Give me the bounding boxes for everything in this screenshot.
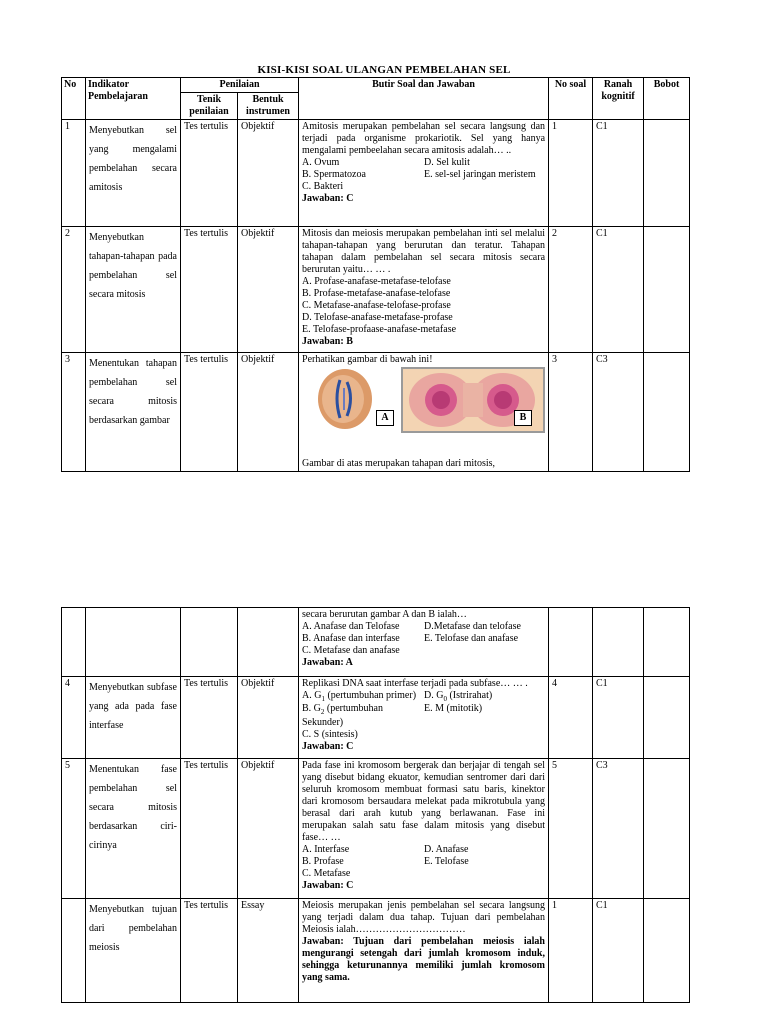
row-no: 2 [62,227,86,353]
option-d: D. Telofase-anafase-metafase-profase [302,312,453,323]
figure-label-b: B [514,410,532,426]
row-teknik: Tes tertulis [181,677,238,759]
options-row [302,621,545,633]
option-c: C. S (sintesis) [302,728,358,740]
row-bentuk: Objektif [238,227,299,353]
header-no: No [62,78,86,120]
kisi-kisi-table-page2 [61,607,690,1003]
header-penilaian: Penilaian [181,78,299,93]
row-bobot [644,353,690,472]
row-bentuk: Objektif [238,120,299,227]
row-ranah: C1 [593,677,644,759]
header-indikator: Indikator Pembelajaran [86,78,181,120]
cell-a-illustration [316,368,374,430]
answer-text: Jawaban: B [302,336,353,347]
row-indikator [86,608,181,677]
row-no-soal: 2 [549,227,593,353]
row-bobot [644,677,690,759]
table-row [62,120,690,227]
row-butir-soal [299,608,549,677]
row-no: 4 [62,677,86,759]
row-teknik: Tes tertulis [181,353,238,472]
row-no: 5 [62,759,86,899]
table-row [62,227,690,353]
header-bobot: Bobot [644,78,690,120]
option-b: B. Spermatozoa [302,169,366,180]
table-row [62,899,690,1003]
question-text: Amitosis merupakan pembelahan sel secara langsung dan terjadi pada organisme prokariotik. Sel yang hanya mengalami pembeelahan secara amitosis adalah… .. [302,121,546,156]
option-c: C. Metafase dan anafase [302,645,400,656]
row-indikator: Menyebutkan sel yang mengalami pembelahan secara amitosis [86,120,181,227]
option-d: D.Metafase dan telofase [424,621,521,632]
answer-text: Jawaban: C [302,193,354,204]
row-butir-soal [299,759,549,899]
row-indikator: Menyebutkan subfase yang ada pada fase interfase [86,677,181,759]
options-row [302,856,545,868]
row-bobot [644,899,690,1003]
option-d: D. Sel kulit [424,157,470,168]
header-ranah: Ranah kognitif [593,78,644,120]
question-text: Pada fase ini kromosom bergerak dan berjajar di tengah sel yang disebut bidang ekuator, kemudian sentromer dari dari seluruh kromosom membuat formasi satu baris, kinektor dari kromosom bersaudara melekat pada mikrotubula yang berasal dari arah kutub yang berlawanan. Fase ini merupakan salah satu fase dalam mitosis yang disebut fase… … [302,760,545,843]
row-no-soal: 5 [549,759,593,899]
option-e: E. Telofase [424,856,469,867]
option-c: C. Metafase [302,868,351,879]
row-bentuk: Objektif [238,677,299,759]
option-b: B. Anafase dan interfase [302,633,400,644]
row-butir-soal [299,353,549,472]
row-bentuk: Essay [238,899,299,1003]
row-bobot [644,120,690,227]
row-no-soal: 1 [549,120,593,227]
table-row [62,353,690,472]
table-row [62,677,690,759]
answer-text: Jawaban: A [302,657,353,668]
option-c: C. Metafase-anafase-telofase-profase [302,300,451,311]
option-a: A. Ovum [302,157,340,168]
row-indikator: Menyebutkan tahapan-tahapan pada pembelahan sel secara mitosis [86,227,181,353]
row-no [62,608,86,677]
option-e: E. M (mitotik) [424,703,483,715]
row-indikator: Menyebutkan tujuan dari pembelahan meiosis [86,899,181,1003]
option-a: A. Anafase dan Telofase [302,621,400,632]
figure-label-a: A [376,410,394,426]
question-text: secara berurutan gambar A dan B ialah… [302,609,467,620]
row-no-soal: 3 [549,353,593,472]
row-no-soal: 1 [549,899,593,1003]
options-row [302,690,545,703]
answer-text: Jawaban: C [302,880,354,891]
row-indikator: Menentukan tahapan pembelahan sel secara mitosis berdasarkan gambar [86,353,181,472]
row-bobot [644,608,690,677]
row-ranah: C1 [593,227,644,353]
row-teknik [181,608,238,677]
question-text: Replikasi DNA saat interfase terjadi pada subfase… … . [302,678,528,689]
option-d: D. Anafase [424,844,469,855]
mitosis-figure [302,366,545,458]
question-text: Meiosis merupakan jenis pembelahan sel secara langsung yang terjadi dalam dua tahap. Tujuan dari pembelahan Meiosis ialah…………………………… [302,900,545,935]
question-text: Perhatikan gambar di bawah ini! [302,354,433,365]
options-row [302,703,545,728]
row-ranah: C3 [593,353,644,472]
option-a: A. Interfase [302,844,350,855]
row-no: 3 [62,353,86,472]
option-b: B. Profase [302,856,344,867]
table-row [62,759,690,899]
row-no [62,899,86,1003]
row-butir-soal [299,227,549,353]
row-butir-soal [299,677,549,759]
kisi-kisi-table-page1 [61,77,690,472]
row-teknik: Tes tertulis [181,120,238,227]
header-teknik: Tenik penilaian [181,93,238,120]
row-no-soal [549,608,593,677]
row-bentuk [238,608,299,677]
row-bentuk: Objektif [238,353,299,472]
row-ranah: C1 [593,120,644,227]
question-text: Mitosis dan meiosis merupakan pembelahan inti sel melalui tahapan-tahapan yang berurutan dan teratur. Tahapan tahapan dalam pembelahan sel secara mitosis secara berurutan yaitu… … . [302,228,546,275]
row-butir-soal [299,120,549,227]
row-butir-soal [299,899,549,1003]
option-b: B. Profase-metafase-anafase-telofase [302,288,451,299]
option-a: A. Profase-anafase-metafase-telofase [302,276,451,287]
row-teknik: Tes tertulis [181,227,238,353]
option-e: E. sel-sel jaringan meristem [424,169,536,180]
row-no: 1 [62,120,86,227]
options-row [302,633,545,645]
row-teknik: Tes tertulis [181,899,238,1003]
options-row [302,157,545,169]
row-ranah: C3 [593,759,644,899]
header-bentuk: Bentuk instrumen [238,93,299,120]
row-ranah: C1 [593,899,644,1003]
option-d: D. $G_0$ (Istrirahat) [424,690,493,703]
option-b: B. $G_2$ (pertumbuhan Sekunder) [302,703,383,728]
row-bentuk: Objektif [238,759,299,899]
header-butir-soal: Butir Soal dan Jawaban [299,78,549,120]
figure-caption: Gambar di atas merupakan tahapan dari mitosis, [302,458,496,469]
options-row [302,844,545,856]
header-no-soal: No soal [549,78,593,120]
answer-text: Jawaban: Tujuan dari pembelahan meiosis ialah mengurangi setengah dari jumlah kromosom induk, sehingga keturunannya memiliki jumlah kromosom yang sama. [302,936,545,983]
option-c: C. Bakteri [302,181,344,192]
row-ranah [593,608,644,677]
cell-image-a [316,368,374,430]
row-no-soal: 4 [549,677,593,759]
option-e: E. Telofase dan anafase [424,633,519,644]
row-teknik: Tes tertulis [181,759,238,899]
table-row-continuation [62,608,690,677]
row-bobot [644,227,690,353]
answer-text: Jawaban: C [302,740,354,752]
row-indikator: Menentukan fase pembelahan sel secara mitosis berdasarkan ciri-cirinya [86,759,181,899]
option-a: A. $G_1$ (pertumbuhan primer) [302,690,417,703]
options-row [302,169,545,181]
document-title: KISI-KISI SOAL ULANGAN PEMBELAHAN SEL [257,64,511,76]
option-e: E. Telofase-profaase-anafase-metafase [302,324,457,335]
row-bobot [644,759,690,899]
